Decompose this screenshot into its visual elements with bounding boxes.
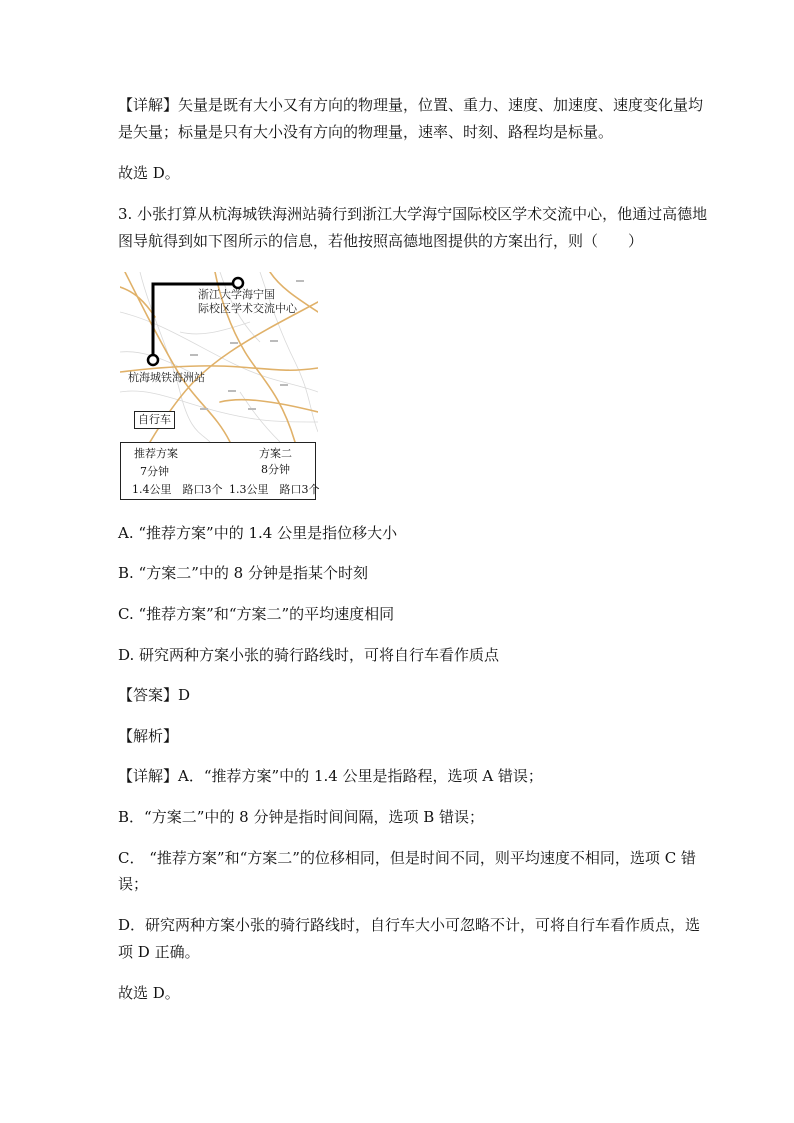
destination-label-line-1: 浙江大学海宁国 [198,288,275,301]
explain-d-line-1: D．研究两种方案小张的骑行路线时，自行车大小可忽略不计，可将自行车看作质点，选 [118,916,701,934]
plan2-name: 方案二 [259,447,292,460]
explain-b: B．“方案二”中的 8 分钟是指时间间隔，选项 B 错误； [118,808,485,826]
plan2-detail: 1.3公里 路口3个 [229,483,320,496]
origin-label: 杭海城铁海洲站 [128,371,205,384]
route-plans-box [120,442,320,500]
conclusion: 故选 D。 [118,984,180,1002]
plan1-detail: 1.4公里 路口3个 [132,483,223,496]
explain-c-line-1: C． “推荐方案”和“方案二”的位移相同，但是时间不同，则平均速度不相同，选项 C 错 [118,849,696,867]
prev-explain-line-1: 【详解】矢量是既有大小又有方向的物理量，位置、重力、速度、加速度、速度变化量均 [118,96,704,114]
answer: 【答案】D [118,686,191,704]
question-line-1: 3. 小张打算从杭海城铁海洲站骑行到浙江大学海宁国际校区学术交流中心，他通过高德地 [118,205,708,223]
plan1-time: 7分钟 [140,465,169,478]
plan1-name: 推荐方案 [134,447,178,460]
map-figure [120,272,318,500]
bike-mode-label: 自行车 [134,411,175,429]
plan2-time: 8分钟 [261,463,290,476]
question-line-2: 图导航得到如下图所示的信息，若他按照高德地图提供的方案出行，则（ ） [118,232,644,250]
option-b: B. “方案二”中的 8 分钟是指某个时刻 [118,564,368,582]
destination-marker [233,278,243,288]
origin-marker [148,355,158,365]
explain-d-line-2: 项 D 正确。 [118,943,200,961]
explain-a: 【详解】A．“推荐方案”中的 1.4 公里是指路程，选项 A 错误； [118,767,543,785]
prev-conclusion: 故选 D。 [118,164,180,182]
option-c: C. “推荐方案”和“方案二”的平均速度相同 [118,605,395,623]
option-d: D. 研究两种方案小张的骑行路线时，可将自行车看作质点 [118,646,500,664]
prev-explain-line-2: 是矢量；标量是只有大小没有方向的物理量，速率、时刻、路程均是标量。 [118,123,614,141]
destination-label-line-2: 际校区学术交流中心 [198,302,297,315]
analysis-heading: 【解析】 [118,727,179,745]
option-a: A. “推荐方案”中的 1.4 公里是指位移大小 [118,524,398,542]
explain-c-line-2: 误； [118,875,149,893]
